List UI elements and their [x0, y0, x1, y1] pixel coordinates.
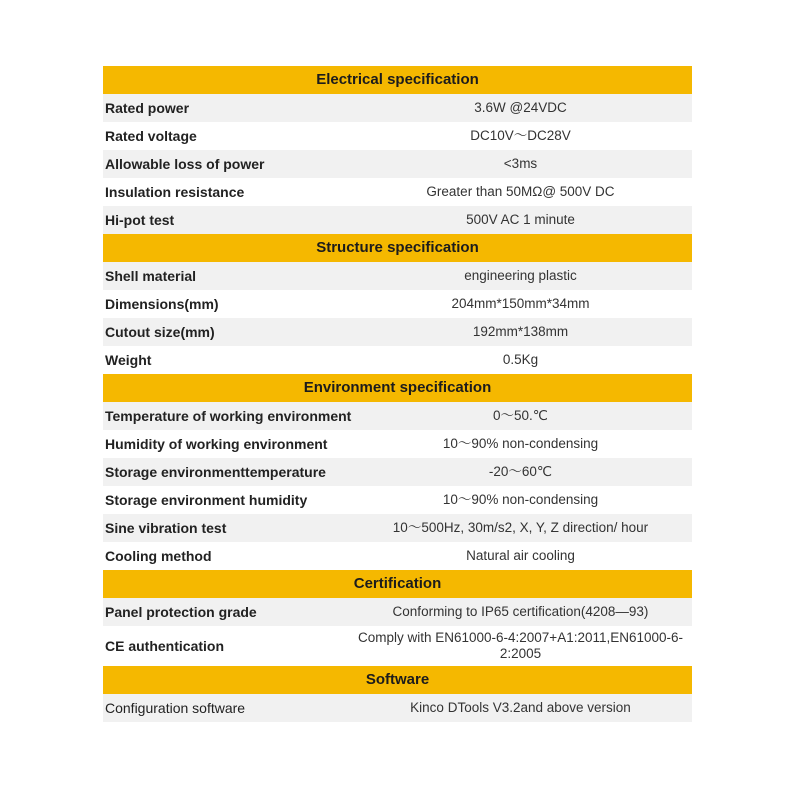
row-label: Storage environmenttemperature [105, 464, 326, 480]
row-value: -20～60℃ [488, 464, 553, 479]
table-row [103, 458, 692, 486]
section-header-environment: Environment specification [103, 374, 692, 402]
row-value: Comply with EN61000-6-4:2007+A1:2011,EN61000-6-2:2005 [357, 630, 684, 661]
table-row [103, 486, 692, 514]
table-row [103, 318, 692, 346]
table-row [103, 694, 692, 722]
row-value: 500V AC 1 minute [466, 212, 575, 227]
row-label: Rated power [105, 100, 190, 116]
row-value: 204mm*150mm*34mm [451, 296, 590, 311]
row-value: 0～50.℃ [493, 408, 548, 423]
row-label: Hi-pot test [105, 212, 175, 228]
table-row [103, 178, 692, 206]
row-label: Allowable loss of power [105, 156, 265, 172]
row-label: Sine vibration test [105, 520, 227, 536]
row-value: Kinco DTools V3.2and above version [410, 700, 631, 715]
row-value: DC10V～DC28V [470, 128, 571, 143]
row-value: engineering plastic [464, 268, 577, 283]
section-header-certification: Certification [103, 570, 692, 598]
row-label: Storage environment humidity [105, 492, 308, 508]
row-label: Panel protection grade [105, 604, 257, 620]
row-label: Cooling method [105, 548, 212, 564]
table-row [103, 122, 692, 150]
row-label: Dimensions(mm) [105, 296, 219, 312]
table-row [103, 514, 692, 542]
table-row [103, 262, 692, 290]
row-value: 10～90% non-condensing [442, 436, 599, 451]
row-label: Weight [105, 352, 152, 368]
row-label: CE authentication [105, 638, 225, 654]
table-row [103, 150, 692, 178]
row-label: Temperature of working environment [105, 408, 352, 424]
table-row [103, 430, 692, 458]
row-value: Greater than 50MΩ@ 500V DC [426, 184, 615, 199]
table-row [103, 598, 692, 626]
table-row [103, 542, 692, 570]
row-value: 0.5Kg [502, 352, 539, 367]
row-label: Cutout size(mm) [105, 324, 215, 340]
row-label: Humidity of working environment [105, 436, 328, 452]
row-value: 10～500Hz, 30m/s2, X, Y, Z direction/ hour [392, 520, 649, 535]
section-header-software: Software [103, 666, 692, 694]
row-label: Shell material [105, 268, 197, 284]
row-value: Natural air cooling [466, 548, 575, 563]
table-row [103, 206, 692, 234]
row-value: 10～90% non-condensing [442, 492, 599, 507]
row-value: <3ms [503, 156, 538, 171]
section-header-electrical: Electrical specification [103, 66, 692, 94]
row-label: Configuration software [105, 700, 246, 716]
row-value: Conforming to IP65 certification(4208—93) [392, 604, 649, 619]
row-label: Rated voltage [105, 128, 197, 144]
table-row [103, 346, 692, 374]
table-row [103, 94, 692, 122]
spec-table [103, 66, 692, 722]
table-row [103, 402, 692, 430]
table-row [103, 626, 692, 666]
row-value: 192mm*138mm [472, 324, 569, 339]
row-label: Insulation resistance [105, 184, 245, 200]
table-row [103, 290, 692, 318]
row-value: 3.6W @24VDC [474, 100, 567, 115]
section-header-structure: Structure specification [103, 234, 692, 262]
